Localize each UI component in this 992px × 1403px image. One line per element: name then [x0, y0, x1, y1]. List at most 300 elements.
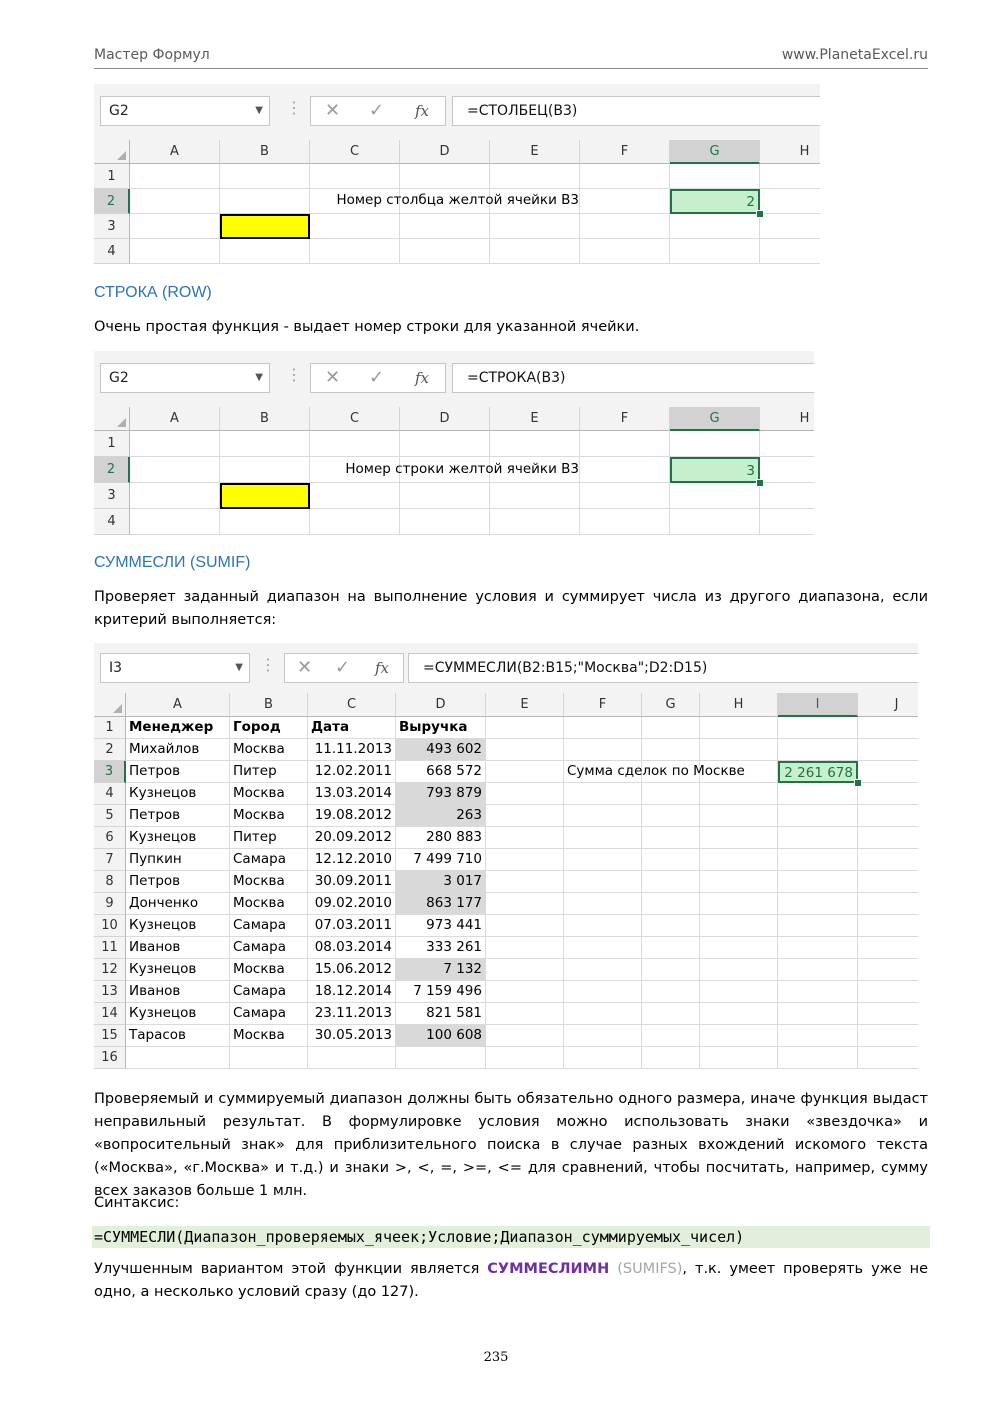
cell-b13[interactable] — [230, 981, 308, 1003]
cell-e14[interactable] — [486, 1003, 564, 1025]
formula-input[interactable]: =СУММЕСЛИ(B2:B15;"Москва";D2:D15) — [408, 653, 918, 683]
cell-b10[interactable] — [230, 915, 308, 937]
cell-e4[interactable] — [486, 783, 564, 805]
column-header-f[interactable]: F — [580, 407, 670, 431]
cell-g1[interactable] — [642, 717, 700, 739]
cell-d3[interactable] — [396, 761, 486, 783]
row-header-8[interactable]: 8 — [94, 871, 126, 893]
cell-a2[interactable] — [126, 739, 230, 761]
column-header-c[interactable]: C — [310, 140, 400, 164]
cell-b14[interactable] — [230, 1003, 308, 1025]
cell-g3[interactable] — [670, 214, 760, 239]
cell-e5[interactable] — [486, 805, 564, 827]
row-header-9[interactable]: 9 — [94, 893, 126, 915]
row-header-7[interactable]: 7 — [94, 849, 126, 871]
cell-h2[interactable] — [700, 739, 778, 761]
cell-a5[interactable] — [126, 805, 230, 827]
cell-e8[interactable] — [486, 871, 564, 893]
column-header-c[interactable]: C — [308, 693, 396, 717]
cell-d1[interactable] — [396, 717, 486, 739]
cell-j10[interactable] — [858, 915, 918, 937]
cell-g4[interactable] — [670, 509, 760, 535]
cell-a6[interactable] — [126, 827, 230, 849]
cell-a13[interactable] — [126, 981, 230, 1003]
cell-j9[interactable] — [858, 893, 918, 915]
row-header-3[interactable]: 3 — [94, 214, 130, 239]
cell-j6[interactable] — [858, 827, 918, 849]
cell-d13[interactable] — [396, 981, 486, 1003]
cell-b1[interactable] — [220, 164, 310, 189]
cell-h3[interactable] — [760, 214, 820, 239]
cell-b15[interactable] — [230, 1025, 308, 1047]
cell-f10[interactable] — [564, 915, 642, 937]
row-header-5[interactable]: 5 — [94, 805, 126, 827]
cell-b7[interactable] — [230, 849, 308, 871]
cell-f12[interactable] — [564, 959, 642, 981]
fx-icon[interactable]: fx — [375, 659, 390, 677]
cell-i1[interactable] — [778, 717, 858, 739]
cell-b4[interactable] — [220, 509, 310, 535]
cell-f4[interactable] — [580, 239, 670, 264]
cell-i4[interactable] — [778, 783, 858, 805]
column-header-d[interactable]: D — [400, 140, 490, 164]
name-box[interactable] — [100, 96, 270, 126]
cell-h5[interactable] — [700, 805, 778, 827]
cell-h1[interactable] — [760, 164, 820, 189]
cell-b2[interactable] — [230, 739, 308, 761]
cell-b1[interactable] — [220, 431, 310, 457]
cell-h2[interactable] — [760, 457, 814, 483]
cell-f2[interactable] — [564, 739, 642, 761]
cell-f3[interactable] — [564, 761, 745, 783]
cell-c11[interactable] — [308, 937, 396, 959]
cell-c16[interactable] — [308, 1047, 396, 1069]
cell-g4[interactable] — [642, 783, 700, 805]
cell-f14[interactable] — [564, 1003, 642, 1025]
cell-f15[interactable] — [564, 1025, 642, 1047]
cell-h4[interactable] — [760, 509, 814, 535]
cell-f7[interactable] — [564, 849, 642, 871]
cell-b9[interactable] — [230, 893, 308, 915]
cell-e6[interactable] — [486, 827, 564, 849]
cancel-icon[interactable]: ✕ — [325, 100, 341, 121]
column-header-e[interactable]: E — [486, 693, 564, 717]
cell-j1[interactable] — [858, 717, 918, 739]
cell-e9[interactable] — [486, 893, 564, 915]
cell-a3[interactable] — [130, 214, 220, 239]
cell-e3[interactable] — [486, 761, 564, 783]
cell-e1[interactable] — [490, 431, 580, 457]
cell-b5[interactable] — [230, 805, 308, 827]
cell-g11[interactable] — [642, 937, 700, 959]
column-header-f[interactable]: F — [564, 693, 642, 717]
cell-g14[interactable] — [642, 1003, 700, 1025]
cell-text: Менеджер — [129, 719, 214, 735]
cell-i16[interactable] — [778, 1047, 858, 1069]
cell-text: Москва — [233, 873, 285, 889]
cell-c2[interactable] — [308, 739, 396, 761]
row-header-14[interactable]: 14 — [94, 1003, 126, 1025]
cell-f13[interactable] — [564, 981, 642, 1003]
cell-a10[interactable] — [126, 915, 230, 937]
cell-h13[interactable] — [700, 981, 778, 1003]
cell-e1[interactable] — [490, 164, 580, 189]
chevron-down-icon[interactable]: ▼ — [255, 105, 263, 116]
cell-a4[interactable] — [130, 509, 220, 535]
cell-g2[interactable] — [642, 739, 700, 761]
cell-a4[interactable] — [126, 783, 230, 805]
cell-b2[interactable] — [220, 457, 310, 483]
cell-i9[interactable] — [778, 893, 858, 915]
cell-b4[interactable] — [230, 783, 308, 805]
row-header-4[interactable]: 4 — [94, 783, 126, 805]
cell-d16[interactable] — [396, 1047, 486, 1069]
cell-d2[interactable] — [336, 189, 579, 214]
cell-h4[interactable] — [700, 783, 778, 805]
cell-g1[interactable] — [670, 164, 760, 189]
cell-h14[interactable] — [700, 1003, 778, 1025]
cell-c7[interactable] — [308, 849, 396, 871]
cell-f3[interactable] — [580, 483, 670, 509]
cell-d4[interactable] — [396, 783, 486, 805]
cell-g5[interactable] — [642, 805, 700, 827]
cell-c12[interactable] — [308, 959, 396, 981]
name-box-value: I3 — [109, 660, 123, 676]
cell-b3[interactable] — [230, 761, 308, 783]
cell-j13[interactable] — [858, 981, 918, 1003]
row-header-4[interactable]: 4 — [94, 509, 130, 535]
cell-j7[interactable] — [858, 849, 918, 871]
cancel-icon[interactable]: ✕ — [297, 657, 313, 678]
cell-b16[interactable] — [230, 1047, 308, 1069]
cell-i11[interactable] — [778, 937, 858, 959]
header-site: www.PlanetaExcel.ru — [781, 47, 928, 63]
cell-a12[interactable] — [126, 959, 230, 981]
row-header-2[interactable]: 2 — [94, 739, 126, 761]
cell-c14[interactable] — [308, 1003, 396, 1025]
cell-h1[interactable] — [760, 431, 814, 457]
cell-d4[interactable] — [400, 239, 490, 264]
cell-f9[interactable] — [564, 893, 642, 915]
cell-c5[interactable] — [308, 805, 396, 827]
formula-input[interactable]: =СТОЛБЕЦ(B3) — [452, 96, 820, 126]
cell-d1[interactable] — [400, 164, 490, 189]
cell-h3[interactable] — [760, 483, 814, 509]
cell-j4[interactable] — [858, 783, 918, 805]
column-header-j[interactable]: J — [858, 693, 918, 717]
cell-b2[interactable] — [220, 189, 310, 214]
row-header-1[interactable]: 1 — [94, 431, 130, 457]
cell-d8[interactable] — [396, 871, 486, 893]
row-header-16[interactable]: 16 — [94, 1047, 126, 1069]
formula-input[interactable]: =СТРОКА(B3) — [452, 363, 814, 393]
cell-a1[interactable] — [130, 431, 220, 457]
cell-e10[interactable] — [486, 915, 564, 937]
column-header-e[interactable]: E — [490, 140, 580, 164]
cell-d5[interactable] — [396, 805, 486, 827]
column-header-b[interactable]: B — [220, 140, 310, 164]
cell-e2[interactable] — [486, 739, 564, 761]
cell-c9[interactable] — [308, 893, 396, 915]
select-all-corner[interactable] — [94, 693, 126, 717]
cell-g4[interactable] — [670, 239, 760, 264]
cell-c10[interactable] — [308, 915, 396, 937]
cell-f16[interactable] — [564, 1047, 642, 1069]
cell-d10[interactable] — [396, 915, 486, 937]
cell-a11[interactable] — [126, 937, 230, 959]
cell-d12[interactable] — [396, 959, 486, 981]
cell-d9[interactable] — [396, 893, 486, 915]
cell-b8[interactable] — [230, 871, 308, 893]
cell-b6[interactable] — [230, 827, 308, 849]
column-header-a[interactable]: A — [130, 140, 220, 164]
cell-e12[interactable] — [486, 959, 564, 981]
cell-i2[interactable] — [778, 739, 858, 761]
cell-f1[interactable] — [580, 431, 670, 457]
cell-i13[interactable] — [778, 981, 858, 1003]
cell-g8[interactable] — [642, 871, 700, 893]
row-header-4[interactable]: 4 — [94, 239, 130, 264]
cell-g2[interactable] — [670, 189, 760, 214]
cell-b4[interactable] — [220, 239, 310, 264]
cell-b12[interactable] — [230, 959, 308, 981]
cell-c4[interactable] — [308, 783, 396, 805]
row-header-13[interactable]: 13 — [94, 981, 126, 1003]
cell-i3[interactable] — [778, 761, 858, 783]
cancel-icon[interactable]: ✕ — [325, 367, 341, 388]
name-box[interactable] — [100, 653, 250, 683]
cell-j11[interactable] — [858, 937, 918, 959]
cell-a1[interactable] — [126, 717, 230, 739]
cell-c3[interactable] — [308, 761, 396, 783]
cell-text: Кузнецов — [129, 829, 197, 845]
cell-a9[interactable] — [126, 893, 230, 915]
cell-h6[interactable] — [700, 827, 778, 849]
cell-e1[interactable] — [486, 717, 564, 739]
cell-h2[interactable] — [760, 189, 820, 214]
cell-g13[interactable] — [642, 981, 700, 1003]
cell-j14[interactable] — [858, 1003, 918, 1025]
cell-c4[interactable] — [310, 239, 400, 264]
cell-a3[interactable] — [126, 761, 230, 783]
cell-j2[interactable] — [858, 739, 918, 761]
row-header-11[interactable]: 11 — [94, 937, 126, 959]
cell-f4[interactable] — [580, 509, 670, 535]
cell-b11[interactable] — [230, 937, 308, 959]
cell-d14[interactable] — [396, 1003, 486, 1025]
cell-c6[interactable] — [308, 827, 396, 849]
column-header-g[interactable]: G — [670, 140, 760, 164]
cell-b3[interactable] — [220, 214, 310, 239]
cell-a15[interactable] — [126, 1025, 230, 1047]
cell-c1[interactable] — [310, 431, 400, 457]
row-header-10[interactable]: 10 — [94, 915, 126, 937]
row-header-12[interactable]: 12 — [94, 959, 126, 981]
cell-f2[interactable] — [580, 189, 670, 214]
cell-h16[interactable] — [700, 1047, 778, 1069]
cell-d3[interactable] — [400, 214, 490, 239]
cell-j5[interactable] — [858, 805, 918, 827]
cell-e16[interactable] — [486, 1047, 564, 1069]
cell-g10[interactable] — [642, 915, 700, 937]
column-header-b[interactable]: B — [230, 693, 308, 717]
cell-g9[interactable] — [642, 893, 700, 915]
row-header-3[interactable]: 3 — [94, 761, 126, 783]
cell-c3[interactable] — [310, 214, 400, 239]
cell-f6[interactable] — [564, 827, 642, 849]
cell-g12[interactable] — [642, 959, 700, 981]
cell-h10[interactable] — [700, 915, 778, 937]
cell-g6[interactable] — [642, 827, 700, 849]
cell-d15[interactable] — [396, 1025, 486, 1047]
cell-d6[interactable] — [396, 827, 486, 849]
cell-e11[interactable] — [486, 937, 564, 959]
column-header-c[interactable]: C — [310, 407, 400, 431]
name-box[interactable] — [100, 363, 270, 393]
sumifs-english-name: (SUMIFS) — [617, 1261, 683, 1277]
column-header-h[interactable]: H — [760, 140, 820, 164]
cell-j3[interactable] — [858, 761, 918, 783]
select-all-corner[interactable] — [94, 407, 130, 431]
cell-i7[interactable] — [778, 849, 858, 871]
cell-h1[interactable] — [700, 717, 778, 739]
cell-d1[interactable] — [400, 431, 490, 457]
cell-c15[interactable] — [308, 1025, 396, 1047]
cell-h15[interactable] — [700, 1025, 778, 1047]
cell-f1[interactable] — [580, 164, 670, 189]
fx-icon[interactable]: fx — [415, 102, 430, 120]
cell-i15[interactable] — [778, 1025, 858, 1047]
cell-i5[interactable] — [778, 805, 858, 827]
sumifs-link[interactable]: СУММЕСЛИМН — [487, 1261, 610, 1277]
column-header-b[interactable]: B — [220, 407, 310, 431]
cell-f5[interactable] — [564, 805, 642, 827]
cell-f3[interactable] — [580, 214, 670, 239]
cell-f8[interactable] — [564, 871, 642, 893]
cell-a16[interactable] — [126, 1047, 230, 1069]
cell-d11[interactable] — [396, 937, 486, 959]
cell-g3[interactable] — [670, 483, 760, 509]
cell-a14[interactable] — [126, 1003, 230, 1025]
cell-d7[interactable] — [396, 849, 486, 871]
cell-h9[interactable] — [700, 893, 778, 915]
row-header-2[interactable]: 2 — [94, 457, 130, 483]
column-header-d[interactable]: D — [396, 693, 486, 717]
cell-i14[interactable] — [778, 1003, 858, 1025]
cell-f2[interactable] — [580, 457, 670, 483]
cell-d2[interactable] — [396, 739, 486, 761]
check-icon[interactable]: ✓ — [335, 657, 351, 678]
cell-c1[interactable] — [308, 717, 396, 739]
row-header-2[interactable]: 2 — [94, 189, 130, 214]
column-header-e[interactable]: E — [490, 407, 580, 431]
check-icon[interactable]: ✓ — [369, 100, 385, 121]
cell-a2[interactable] — [130, 189, 220, 214]
cell-c8[interactable] — [308, 871, 396, 893]
cell-g16[interactable] — [642, 1047, 700, 1069]
check-icon[interactable]: ✓ — [369, 367, 385, 388]
cell-d4[interactable] — [400, 509, 490, 535]
cell-f4[interactable] — [564, 783, 642, 805]
cell-e4[interactable] — [490, 239, 580, 264]
column-header-h[interactable]: H — [700, 693, 778, 717]
cell-g1[interactable] — [670, 431, 760, 457]
cell-c4[interactable] — [310, 509, 400, 535]
fill-handle[interactable] — [854, 779, 862, 787]
cell-i12[interactable] — [778, 959, 858, 981]
column-header-a[interactable]: A — [130, 407, 220, 431]
cell-b3[interactable] — [220, 483, 310, 509]
cell-g7[interactable] — [642, 849, 700, 871]
row-header-3[interactable]: 3 — [94, 483, 130, 509]
cell-d2[interactable] — [345, 457, 579, 483]
cell-e3[interactable] — [490, 483, 580, 509]
row-header-6[interactable]: 6 — [94, 827, 126, 849]
cell-a7[interactable] — [126, 849, 230, 871]
column-header-h[interactable]: H — [760, 407, 814, 431]
cell-a4[interactable] — [130, 239, 220, 264]
cell-a8[interactable] — [126, 871, 230, 893]
cell-c3[interactable] — [310, 483, 400, 509]
cell-a3[interactable] — [130, 483, 220, 509]
cell-a1[interactable] — [130, 164, 220, 189]
cell-h12[interactable] — [700, 959, 778, 981]
column-header-f[interactable]: F — [580, 140, 670, 164]
chevron-down-icon[interactable]: ▼ — [255, 372, 263, 383]
cell-h8[interactable] — [700, 871, 778, 893]
cell-c13[interactable] — [308, 981, 396, 1003]
cell-e4[interactable] — [490, 509, 580, 535]
cell-e13[interactable] — [486, 981, 564, 1003]
cell-g15[interactable] — [642, 1025, 700, 1047]
excel-screenshot-row — [94, 351, 814, 535]
cell-h7[interactable] — [700, 849, 778, 871]
row-header-15[interactable]: 15 — [94, 1025, 126, 1047]
fx-icon[interactable]: fx — [415, 369, 430, 387]
cell-d3[interactable] — [400, 483, 490, 509]
column-header-g[interactable]: G — [642, 693, 700, 717]
cell-a2[interactable] — [130, 457, 220, 483]
column-header-g[interactable]: G — [670, 407, 760, 431]
cell-e3[interactable] — [490, 214, 580, 239]
cell-j8[interactable] — [858, 871, 918, 893]
cell-c1[interactable] — [310, 164, 400, 189]
fill-handle[interactable] — [756, 210, 764, 218]
chevron-down-icon[interactable]: ▼ — [235, 662, 243, 673]
cell-j16[interactable] — [858, 1047, 918, 1069]
cell-e15[interactable] — [486, 1025, 564, 1047]
cell-h11[interactable] — [700, 937, 778, 959]
cell-f1[interactable] — [564, 717, 642, 739]
column-header-i[interactable]: I — [778, 693, 858, 717]
cell-g2[interactable] — [670, 457, 760, 483]
fill-handle[interactable] — [756, 479, 764, 487]
cell-i10[interactable] — [778, 915, 858, 937]
cell-f11[interactable] — [564, 937, 642, 959]
row-header-1[interactable]: 1 — [94, 717, 126, 739]
row-header-1[interactable]: 1 — [94, 164, 130, 189]
cell-e7[interactable] — [486, 849, 564, 871]
cell-i6[interactable] — [778, 827, 858, 849]
cell-j15[interactable] — [858, 1025, 918, 1047]
cell-b1[interactable] — [230, 717, 308, 739]
select-all-corner[interactable] — [94, 140, 130, 164]
column-header-d[interactable]: D — [400, 407, 490, 431]
cell-h4[interactable] — [760, 239, 820, 264]
cell-j12[interactable] — [858, 959, 918, 981]
column-header-a[interactable]: A — [126, 693, 230, 717]
cell-i8[interactable] — [778, 871, 858, 893]
